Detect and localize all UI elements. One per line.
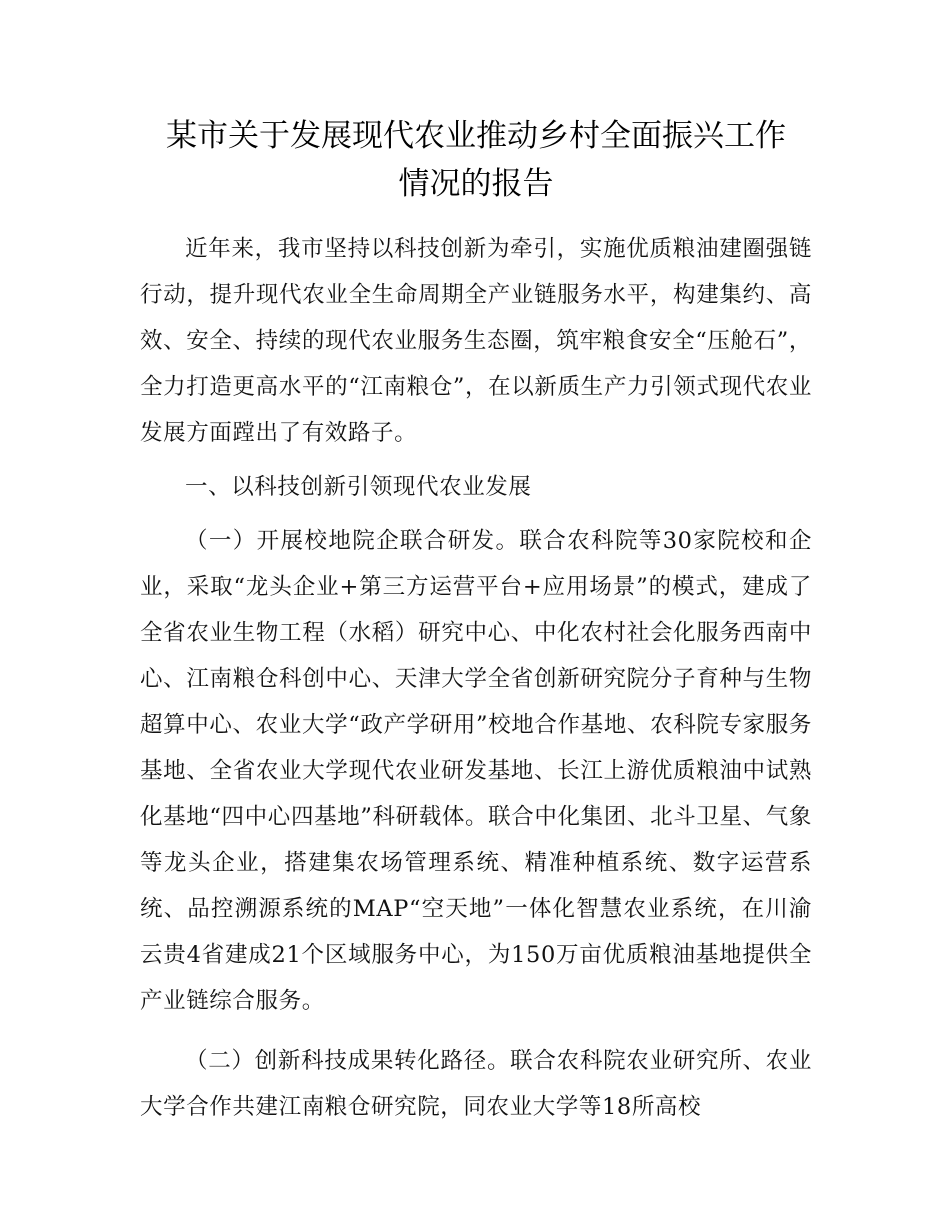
- subsection-paragraph-2: （二）创新科技成果转化路径。联合农科院农业研究所、农业大学合作共建江南粮仓研究院，同农业大学等18所高校: [140, 1048, 812, 1120]
- document-page: [140, 112, 812, 1130]
- subsection-paragraph-1: （一）开展校地院企联合研发。联合农科院等30家院校和企业，采取“龙头企业+第三方运营平台+应用场景”的模式，建成了全省农业生物工程（水稻）研究中心、中化农村社会化服务西南中心、江南粮仓科创中心、天津大学全省创新研究院分子育种与生物超算中心、农业大学“政产学研用”校地合作基地、农科院专家服务基地、全省农业大学现代农业研发基地、长江上游优质粮油中试熟化基地“四中心四基地”科研载体。联合中化集团、北斗卫星、气象等龙头企业，搭建集农场管理系统、精准种植系统、数字运营系统、品控溯源系统的MAP“空天地”一体化智慧农业系统，在川渝云贵4省建成21个区域服务中心，为150万亩优质粮油基地提供全产业链综合服务。: [140, 528, 812, 1014]
- document-title: [140, 112, 812, 208]
- section-heading: 一、以科技创新引领现代农业发展: [185, 474, 532, 500]
- title-line-1: 某市关于发展现代农业推动乡村全面振兴工作: [166, 118, 786, 154]
- title-line-2: 情况的报告: [398, 166, 554, 202]
- intro-paragraph: 近年来，我市坚持以科技创新为牵引，实施优质粮油建圈强链行动，提升现代农业全生命周期全产业链服务水平，构建集约、高效、安全、持续的现代农业服务生态圈，筑牢粮食安全“压舱石”，全力打造更高水平的“江南粮仓”，在以新质生产力引领式现代农业发展方面蹚出了有效路子。: [140, 236, 812, 446]
